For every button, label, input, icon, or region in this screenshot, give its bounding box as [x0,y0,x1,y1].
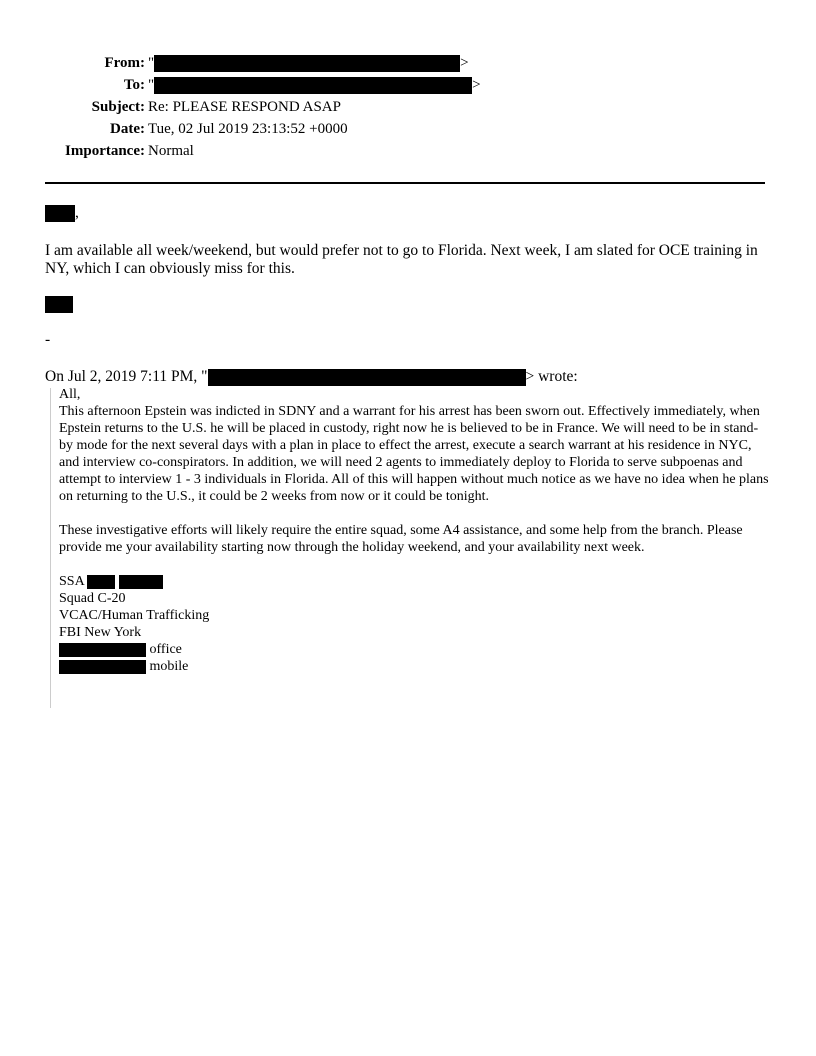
date-label: Date: [110,121,145,137]
office-phone-label: office [149,642,182,657]
date-value: Tue, 02 Jul 2019 23:13:52 +0000 [148,121,348,137]
quoted-paragraph-2: These investigative efforts will likely require the entire squad, some A4 assistance, and some help from the branch. Please provide me your availability starting now through the holiday weekend, and your availability next week. [59,523,743,555]
to-suffix: > [472,77,481,93]
redaction-sender-name [45,296,73,313]
redaction-original-sender [208,369,526,386]
quote-bar [50,388,51,708]
attribution-prefix: On Jul 2, 2019 7:11 PM, " [45,368,208,385]
to-prefix: " [148,77,155,93]
importance-label: Importance: [65,143,145,159]
from-prefix: " [148,55,155,71]
signature-office-phone [59,641,771,658]
quote-attribution [45,368,770,386]
reply-signature [45,295,770,313]
redaction-sig-first-name [87,575,115,589]
signature-title: SSA [59,574,84,589]
redaction-recipient-name [45,205,75,222]
signature-unit: VCAC/Human Trafficking [59,608,210,623]
redaction-office-phone [59,643,146,657]
mobile-phone-label: mobile [149,659,189,674]
subject-value: Re: PLEASE RESPOND ASAP [148,99,341,115]
quoted-signature [59,573,771,675]
signature-title-line [59,573,771,590]
quoted-paragraph-1: This afternoon Epstein was indicted in SDNY and a warrant for his arrest has been sworn out. Effectively immediately, when Epstein returns to the U.S. he will be placed in custody, right now he is believed to be in France. We will need to be in stand-by mode for the next several days with a plan in place to effect the arrest, execute a search warrant at his residence in NYC, and interview co-conspirators. In addition, we will need 2 agents to immediately deploy to Florida to serve subpoenas and attempt to interview 1 - 3 individuals in Florida. All of this will happen without much notice as we have no idea when he plans on returning to the U.S., it could be 2 weeks from now or it could be tonight. [59,404,769,504]
signature-mobile-phone [59,658,771,675]
header-divider [45,182,765,184]
reply-paragraph: I am available all week/weekend, but would prefer not to go to Florida. Next week, I am slated for OCE training in NY, which I can obviously miss for this. [45,242,758,277]
from-label: From: [104,55,145,71]
quoted-message [59,386,771,675]
redaction-from-address [154,55,460,72]
to-label: To: [123,77,145,93]
attribution-suffix: > wrote: [525,368,578,385]
redaction-sig-last-name [119,575,163,589]
subject-label: Subject: [91,99,145,115]
from-suffix: > [460,55,469,71]
redaction-to-address [154,77,472,94]
signature-squad: Squad C-20 [59,591,126,606]
importance-value: Normal [148,143,194,159]
greeting-line [45,204,770,222]
signature-office: FBI New York [59,625,142,640]
redaction-mobile-phone [59,660,146,674]
quoted-salutation: All, [59,387,81,402]
greeting-suffix: , [75,204,79,221]
reply-dash: - [45,331,51,348]
